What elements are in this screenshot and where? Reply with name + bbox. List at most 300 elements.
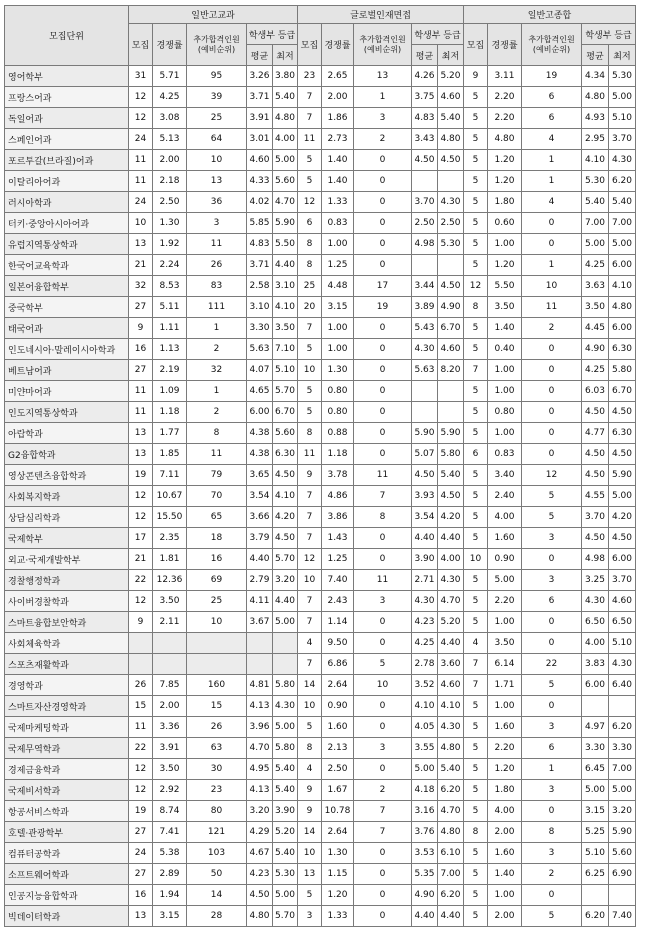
g1-min-cell: 5.70 [273,549,298,570]
unit-name-cell: 항공서비스학과 [5,801,129,822]
header-competition: 경쟁률 [153,24,187,66]
g2-avg-cell: 5.43 [412,318,438,339]
g3-min-cell: 3.70 [609,570,636,591]
g2-competition-cell: 0.88 [322,423,354,444]
g3-additional-cell: 0 [522,381,582,402]
g1-additional-cell: 160 [187,675,247,696]
unit-name-cell: 아랍학과 [5,423,129,444]
g2-min-cell: 5.40 [438,759,464,780]
g1-recruit-cell: 13 [129,234,153,255]
g2-additional-cell: 8 [354,507,412,528]
g2-recruit-cell: 5 [298,717,322,738]
g1-competition-cell: 1.81 [153,549,187,570]
g2-competition-cell: 1.20 [322,885,354,906]
g1-additional-cell: 65 [187,507,247,528]
g1-additional-cell: 2 [187,402,247,423]
g3-recruit-cell: 5 [464,612,488,633]
g1-competition-cell: 2.18 [153,171,187,192]
g3-avg-cell: 4.80 [582,87,609,108]
g1-min-cell: 3.20 [273,570,298,591]
g2-avg-cell: 4.50 [412,465,438,486]
g2-competition-cell: 1.40 [322,171,354,192]
g2-additional-cell: 0 [354,528,412,549]
unit-name-cell: 스페인어과 [5,129,129,150]
g1-recruit-cell [129,633,153,654]
g3-competition-cell: 2.00 [488,906,522,927]
header-additional: 추가합격인원 (예비순위) [522,24,582,66]
table-row [5,465,636,486]
g1-competition-cell: 3.08 [153,108,187,129]
g3-avg-cell: 4.50 [582,465,609,486]
g1-min-cell: 5.00 [273,717,298,738]
g1-competition-cell: 2.24 [153,255,187,276]
g1-recruit-cell: 12 [129,507,153,528]
g3-min-cell: 6.20 [609,717,636,738]
g1-avg-cell: 4.83 [247,234,273,255]
g1-min-cell: 6.30 [273,444,298,465]
g3-additional-cell: 1 [522,255,582,276]
g1-competition-cell [153,633,187,654]
g1-competition-cell: 8.53 [153,276,187,297]
table-row [5,192,636,213]
g2-recruit-cell: 7 [298,108,322,129]
g3-min-cell: 4.50 [609,444,636,465]
g1-recruit-cell: 12 [129,108,153,129]
g3-avg-cell: 6.45 [582,759,609,780]
g3-additional-cell: 0 [522,612,582,633]
g1-min-cell: 3.50 [273,318,298,339]
g3-min-cell: 4.30 [609,150,636,171]
g2-recruit-cell: 12 [298,549,322,570]
g3-additional-cell: 0 [522,633,582,654]
g2-min-cell: 5.20 [438,66,464,87]
g2-additional-cell: 0 [354,906,412,927]
g1-min-cell: 5.40 [273,843,298,864]
g3-avg-cell: 6.50 [582,612,609,633]
table-row [5,66,636,87]
g2-recruit-cell: 5 [298,381,322,402]
g3-competition-cell: 3.40 [488,465,522,486]
g1-recruit-cell: 12 [129,759,153,780]
g1-recruit-cell: 12 [129,780,153,801]
g3-recruit-cell: 5 [464,192,488,213]
g1-min-cell: 4.50 [273,528,298,549]
g3-min-cell [609,696,636,717]
g1-competition-cell: 12.36 [153,570,187,591]
g3-additional-cell: 3 [522,570,582,591]
g1-additional-cell: 13 [187,171,247,192]
table-header [5,6,636,66]
g2-additional-cell: 0 [354,549,412,570]
g2-recruit-cell: 9 [298,465,322,486]
header-avg: 평균 [247,45,273,66]
table-row [5,528,636,549]
g1-competition-cell: 7.41 [153,822,187,843]
g3-avg-cell: 4.90 [582,339,609,360]
g2-recruit-cell: 25 [298,276,322,297]
g3-competition-cell: 2.20 [488,108,522,129]
g1-recruit-cell: 19 [129,801,153,822]
g1-avg-cell: 2.58 [247,276,273,297]
g1-competition-cell: 7.11 [153,465,187,486]
g1-recruit-cell: 32 [129,276,153,297]
g3-min-cell: 6.00 [609,318,636,339]
g1-competition-cell: 1.11 [153,318,187,339]
g1-competition-cell: 10.67 [153,486,187,507]
g1-min-cell: 5.10 [273,360,298,381]
g3-additional-cell: 6 [522,87,582,108]
g3-additional-cell: 4 [522,129,582,150]
g2-competition-cell: 1.25 [322,549,354,570]
g2-min-cell: 4.00 [438,549,464,570]
g3-avg-cell: 4.30 [582,591,609,612]
g3-additional-cell: 0 [522,801,582,822]
g2-additional-cell: 7 [354,801,412,822]
g1-additional-cell: 3 [187,213,247,234]
g2-additional-cell: 3 [354,738,412,759]
g2-min-cell: 4.40 [438,906,464,927]
table-row [5,738,636,759]
g1-avg-cell: 4.29 [247,822,273,843]
g1-avg-cell: 3.91 [247,108,273,129]
g1-recruit-cell: 22 [129,570,153,591]
g3-competition-cell: 3.11 [488,66,522,87]
g2-competition-cell: 1.00 [322,234,354,255]
g3-recruit-cell: 12 [464,276,488,297]
g3-avg-cell: 4.25 [582,255,609,276]
g2-avg-cell: 2.78 [412,654,438,675]
g1-min-cell: 4.00 [273,129,298,150]
group-header-general-subject: 일반고교과 [129,6,298,24]
table-row [5,591,636,612]
g3-min-cell: 6.70 [609,381,636,402]
g1-recruit-cell: 17 [129,528,153,549]
g1-additional-cell: 111 [187,297,247,318]
table-row [5,822,636,843]
g2-min-cell [438,171,464,192]
g3-additional-cell: 0 [522,423,582,444]
g2-competition-cell: 0.80 [322,381,354,402]
g3-recruit-cell: 5 [464,150,488,171]
g1-competition-cell: 4.25 [153,87,187,108]
g3-additional-cell: 6 [522,108,582,129]
g3-avg-cell: 3.63 [582,276,609,297]
g1-additional-cell: 23 [187,780,247,801]
g3-competition-cell: 5.00 [488,570,522,591]
g3-competition-cell: 1.00 [488,885,522,906]
g1-additional-cell: 18 [187,528,247,549]
g2-recruit-cell: 8 [298,234,322,255]
g3-avg-cell: 4.10 [582,150,609,171]
g1-recruit-cell: 11 [129,717,153,738]
header-recruit: 모집 [464,24,488,66]
g1-additional-cell: 28 [187,906,247,927]
table-row [5,507,636,528]
g2-min-cell: 8.20 [438,360,464,381]
g2-competition-cell: 1.30 [322,360,354,381]
g3-additional-cell: 19 [522,66,582,87]
g3-avg-cell: 4.55 [582,486,609,507]
g3-recruit-cell: 7 [464,675,488,696]
g2-recruit-cell: 7 [298,87,322,108]
g3-competition-cell: 1.00 [488,696,522,717]
table-row [5,381,636,402]
table-row [5,423,636,444]
g3-recruit-cell: 5 [464,129,488,150]
g3-competition-cell: 1.20 [488,171,522,192]
unit-name-cell: 스마트융합보안학과 [5,612,129,633]
table-row [5,570,636,591]
g1-competition-cell: 3.15 [153,906,187,927]
g2-avg-cell: 3.75 [412,87,438,108]
g3-min-cell: 6.00 [609,549,636,570]
g1-min-cell: 3.80 [273,66,298,87]
table-body [5,66,636,927]
g2-competition-cell: 1.86 [322,108,354,129]
g2-avg-cell: 4.40 [412,906,438,927]
g2-min-cell: 4.50 [438,276,464,297]
g3-avg-cell: 5.40 [582,192,609,213]
g2-min-cell: 6.10 [438,843,464,864]
g3-recruit-cell: 5 [464,591,488,612]
g1-additional-cell: 30 [187,759,247,780]
g1-competition-cell: 2.92 [153,780,187,801]
g3-min-cell: 5.00 [609,234,636,255]
g3-recruit-cell: 5 [464,864,488,885]
g3-competition-cell: 4.80 [488,129,522,150]
g1-recruit-cell: 16 [129,339,153,360]
g3-avg-cell: 3.15 [582,801,609,822]
g1-additional-cell: 70 [187,486,247,507]
g1-recruit-cell: 21 [129,255,153,276]
g1-min-cell: 4.70 [273,192,298,213]
table-row [5,360,636,381]
unit-name-cell: 국제학부 [5,528,129,549]
g1-recruit-cell: 15 [129,696,153,717]
g1-min-cell: 4.30 [273,696,298,717]
g1-competition-cell: 2.35 [153,528,187,549]
g1-competition-cell: 3.36 [153,717,187,738]
unit-name-cell: 영상콘텐츠융합학과 [5,465,129,486]
g2-competition-cell: 1.60 [322,717,354,738]
g3-avg-cell: 6.20 [582,906,609,927]
g3-competition-cell: 2.20 [488,87,522,108]
g2-avg-cell: 4.90 [412,885,438,906]
g2-avg-cell: 4.30 [412,339,438,360]
g2-avg-cell: 3.43 [412,129,438,150]
unit-name-cell: 인도네시아·말레이시아학과 [5,339,129,360]
g3-avg-cell: 4.45 [582,318,609,339]
g2-avg-cell [412,402,438,423]
g2-competition-cell: 7.40 [322,570,354,591]
g1-recruit-cell: 24 [129,843,153,864]
g3-recruit-cell: 5 [464,465,488,486]
table-row [5,318,636,339]
g1-additional-cell: 14 [187,885,247,906]
g2-min-cell: 4.60 [438,87,464,108]
g3-competition-cell: 1.00 [488,423,522,444]
g1-min-cell: 4.10 [273,297,298,318]
g1-recruit-cell: 12 [129,486,153,507]
g2-recruit-cell: 7 [298,507,322,528]
g3-recruit-cell: 5 [464,906,488,927]
g1-recruit-cell: 11 [129,150,153,171]
g1-additional-cell: 8 [187,423,247,444]
g2-competition-cell: 2.50 [322,759,354,780]
g2-min-cell: 5.30 [438,234,464,255]
header-recruit: 모집 [298,24,322,66]
g2-competition-cell: 0.80 [322,402,354,423]
g3-recruit-cell: 5 [464,507,488,528]
g2-min-cell: 4.10 [438,696,464,717]
g3-min-cell: 6.00 [609,255,636,276]
g3-recruit-cell: 5 [464,528,488,549]
g2-recruit-cell: 12 [298,192,322,213]
g2-recruit-cell: 5 [298,402,322,423]
g2-competition-cell: 1.00 [322,318,354,339]
g2-recruit-cell: 5 [298,885,322,906]
g2-additional-cell: 0 [354,402,412,423]
g2-recruit-cell: 8 [298,255,322,276]
g3-competition-cell: 1.71 [488,675,522,696]
g3-recruit-cell: 5 [464,801,488,822]
g1-avg-cell [247,633,273,654]
g2-recruit-cell: 5 [298,171,322,192]
g2-avg-cell: 4.40 [412,528,438,549]
unit-name-cell: 이탈리아어과 [5,171,129,192]
g3-competition-cell: 0.60 [488,213,522,234]
unit-name-cell: 일본어융합학부 [5,276,129,297]
g3-avg-cell: 3.30 [582,738,609,759]
g2-avg-cell: 4.98 [412,234,438,255]
g2-min-cell: 6.20 [438,780,464,801]
g2-competition-cell: 1.67 [322,780,354,801]
g1-avg-cell: 5.85 [247,213,273,234]
g1-avg-cell: 4.07 [247,360,273,381]
g2-competition-cell: 0.90 [322,696,354,717]
g2-avg-cell: 2.71 [412,570,438,591]
g2-recruit-cell: 5 [298,150,322,171]
g2-min-cell: 5.20 [438,612,464,633]
g1-avg-cell: 4.40 [247,549,273,570]
g1-competition-cell: 1.18 [153,402,187,423]
g3-recruit-cell: 8 [464,297,488,318]
g3-avg-cell: 4.50 [582,528,609,549]
g1-min-cell: 5.70 [273,381,298,402]
table-row [5,801,636,822]
g1-min-cell: 4.50 [273,465,298,486]
g3-avg-cell: 3.25 [582,570,609,591]
g3-recruit-cell: 5 [464,381,488,402]
g1-competition-cell: 3.91 [153,738,187,759]
g2-additional-cell: 13 [354,66,412,87]
g3-additional-cell: 0 [522,402,582,423]
g1-additional-cell: 11 [187,234,247,255]
g1-competition-cell: 2.11 [153,612,187,633]
g2-recruit-cell: 14 [298,822,322,843]
g3-recruit-cell: 5 [464,738,488,759]
g1-min-cell: 4.10 [273,486,298,507]
g2-min-cell: 4.80 [438,129,464,150]
unit-name-cell: 터키·중앙아시아어과 [5,213,129,234]
g1-additional-cell: 10 [187,150,247,171]
g1-additional-cell [187,654,247,675]
g1-recruit-cell: 11 [129,381,153,402]
g1-avg-cell: 4.80 [247,906,273,927]
g3-additional-cell: 12 [522,465,582,486]
g3-competition-cell: 1.00 [488,234,522,255]
g2-additional-cell: 11 [354,570,412,591]
g2-additional-cell: 0 [354,717,412,738]
g2-min-cell: 4.40 [438,528,464,549]
g1-recruit-cell: 24 [129,129,153,150]
g2-recruit-cell: 9 [298,780,322,801]
g3-avg-cell: 3.83 [582,654,609,675]
g3-additional-cell: 1 [522,150,582,171]
g2-recruit-cell: 7 [298,591,322,612]
g2-additional-cell: 0 [354,381,412,402]
g3-additional-cell: 6 [522,738,582,759]
g2-avg-cell: 4.83 [412,108,438,129]
table-row [5,717,636,738]
g1-recruit-cell: 26 [129,675,153,696]
g3-avg-cell: 4.77 [582,423,609,444]
g2-avg-cell [412,255,438,276]
g2-recruit-cell: 8 [298,738,322,759]
g1-competition-cell: 5.11 [153,297,187,318]
g2-additional-cell: 0 [354,213,412,234]
g1-competition-cell: 2.00 [153,696,187,717]
g3-competition-cell: 1.20 [488,759,522,780]
g3-competition-cell: 4.00 [488,507,522,528]
g2-min-cell: 4.50 [438,150,464,171]
g1-recruit-cell: 11 [129,171,153,192]
unit-name-cell: 스마트자산경영학과 [5,696,129,717]
g1-additional-cell: 69 [187,570,247,591]
g3-min-cell: 5.80 [609,360,636,381]
g1-min-cell: 5.80 [273,738,298,759]
unit-name-cell: 독일어과 [5,108,129,129]
table-row [5,255,636,276]
g2-additional-cell: 0 [354,696,412,717]
g2-competition-cell: 1.00 [322,339,354,360]
g2-competition-cell: 2.43 [322,591,354,612]
g3-additional-cell: 3 [522,843,582,864]
g2-recruit-cell: 11 [298,129,322,150]
g3-recruit-cell: 5 [464,339,488,360]
g2-min-cell: 4.70 [438,591,464,612]
g2-additional-cell: 0 [354,633,412,654]
g2-min-cell: 4.60 [438,675,464,696]
table-row [5,339,636,360]
g3-additional-cell: 5 [522,486,582,507]
g1-recruit-cell: 27 [129,822,153,843]
g3-recruit-cell: 5 [464,108,488,129]
g2-min-cell: 5.40 [438,108,464,129]
g2-competition-cell: 1.43 [322,528,354,549]
g3-avg-cell: 3.50 [582,297,609,318]
table-row [5,654,636,675]
g1-min-cell: 5.00 [273,150,298,171]
table-row [5,906,636,927]
unit-name-cell: 상담심리학과 [5,507,129,528]
g2-avg-cell: 5.35 [412,864,438,885]
g1-avg-cell: 3.01 [247,129,273,150]
g3-min-cell: 6.40 [609,675,636,696]
g2-min-cell [438,255,464,276]
g3-avg-cell: 5.30 [582,171,609,192]
g3-additional-cell: 1 [522,171,582,192]
